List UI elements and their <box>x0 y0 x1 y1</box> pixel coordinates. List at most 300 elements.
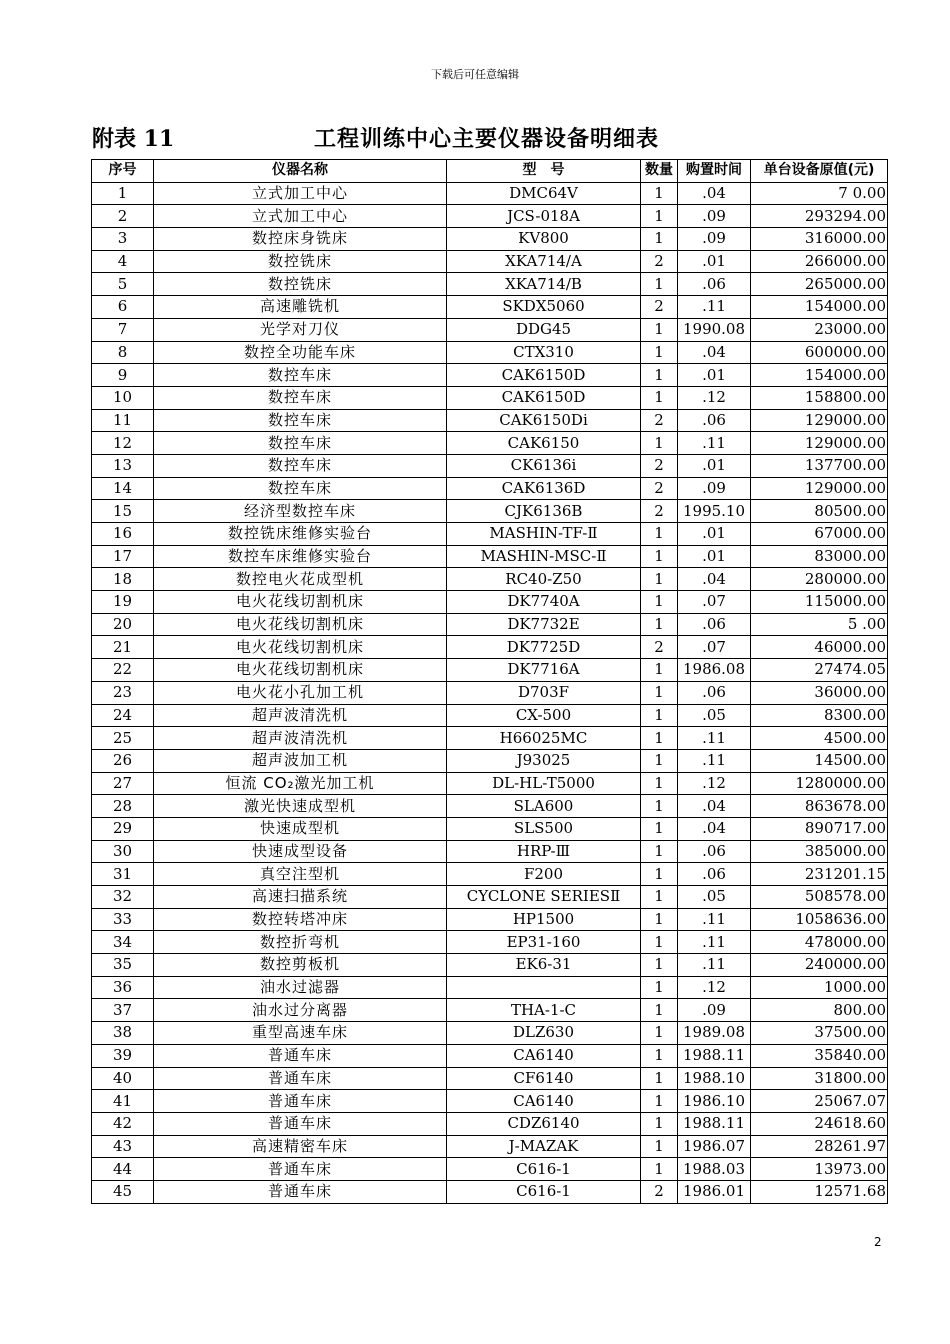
cell-unit-value: 1280000.00 <box>751 772 888 795</box>
cell-index: 44 <box>92 1158 154 1181</box>
cell-quantity: 1 <box>641 999 678 1022</box>
table-row <box>92 840 888 863</box>
cell-model: XKA714/A <box>447 250 641 273</box>
cell-index: 24 <box>92 704 154 727</box>
cell-quantity: 1 <box>641 273 678 296</box>
cell-name: 真空注型机 <box>154 863 447 886</box>
cell-index: 3 <box>92 228 154 251</box>
cell-purchase-date: .09 <box>678 477 751 500</box>
table-row <box>92 228 888 251</box>
table-row <box>92 1180 888 1203</box>
cell-unit-value: 478000.00 <box>751 931 888 954</box>
cell-purchase-date: .11 <box>678 931 751 954</box>
cell-index: 29 <box>92 817 154 840</box>
cell-unit-value: 25067.07 <box>751 1090 888 1113</box>
cell-name: 超声波清洗机 <box>154 727 447 750</box>
cell-index: 32 <box>92 886 154 909</box>
cell-purchase-date: 1990.08 <box>678 318 751 341</box>
cell-index: 18 <box>92 568 154 591</box>
cell-index: 2 <box>92 205 154 228</box>
cell-quantity: 2 <box>641 250 678 273</box>
cell-unit-value: 35840.00 <box>751 1044 888 1067</box>
cell-name: 普通车床 <box>154 1067 447 1090</box>
cell-name: 光学对刀仪 <box>154 318 447 341</box>
cell-quantity: 1 <box>641 568 678 591</box>
table-row <box>92 454 888 477</box>
cell-quantity: 1 <box>641 205 678 228</box>
table-row <box>92 523 888 546</box>
col-header-index: 序号 <box>92 160 154 183</box>
cell-unit-value: 890717.00 <box>751 817 888 840</box>
cell-unit-value: 316000.00 <box>751 228 888 251</box>
cell-index: 40 <box>92 1067 154 1090</box>
cell-unit-value: 7 0.00 <box>751 182 888 205</box>
cell-index: 33 <box>92 908 154 931</box>
table-body <box>92 182 888 1203</box>
col-header-name: 仪器名称 <box>154 160 447 183</box>
cell-purchase-date: .01 <box>678 250 751 273</box>
page-number: 2 <box>874 1235 882 1249</box>
cell-unit-value: 280000.00 <box>751 568 888 591</box>
cell-index: 41 <box>92 1090 154 1113</box>
cell-unit-value: 154000.00 <box>751 364 888 387</box>
cell-purchase-date: .04 <box>678 568 751 591</box>
cell-name: 恒流 CO₂激光加工机 <box>154 772 447 795</box>
cell-purchase-date: .12 <box>678 772 751 795</box>
cell-index: 1 <box>92 182 154 205</box>
cell-purchase-date: .07 <box>678 636 751 659</box>
table-row <box>92 659 888 682</box>
cell-index: 4 <box>92 250 154 273</box>
cell-model: HRP-Ⅲ <box>447 840 641 863</box>
cell-model: EP31-160 <box>447 931 641 954</box>
cell-unit-value: 240000.00 <box>751 954 888 977</box>
cell-unit-value: 154000.00 <box>751 296 888 319</box>
cell-purchase-date: .09 <box>678 999 751 1022</box>
document-title: 工程训练中心主要仪器设备明细表 <box>314 126 660 152</box>
cell-name: 数控全功能车床 <box>154 341 447 364</box>
cell-quantity: 1 <box>641 341 678 364</box>
table-row <box>92 364 888 387</box>
cell-name: 立式加工中心 <box>154 205 447 228</box>
cell-unit-value: 13973.00 <box>751 1158 888 1181</box>
cell-quantity: 1 <box>641 908 678 931</box>
cell-purchase-date: .11 <box>678 954 751 977</box>
table-row <box>92 636 888 659</box>
cell-name: 数控车床维修实验台 <box>154 545 447 568</box>
table-row <box>92 318 888 341</box>
table-row <box>92 908 888 931</box>
cell-index: 42 <box>92 1112 154 1135</box>
table-row <box>92 749 888 772</box>
table-row <box>92 795 888 818</box>
cell-purchase-date: 1986.10 <box>678 1090 751 1113</box>
cell-unit-value: 800.00 <box>751 999 888 1022</box>
cell-name: 普通车床 <box>154 1180 447 1203</box>
cell-unit-value: 80500.00 <box>751 500 888 523</box>
cell-unit-value: 600000.00 <box>751 341 888 364</box>
table-row <box>92 999 888 1022</box>
cell-name: 数控车床 <box>154 432 447 455</box>
cell-model: CAK6150Di <box>447 409 641 432</box>
cell-model: MASHIN-MSC-Ⅱ <box>447 545 641 568</box>
table-row <box>92 409 888 432</box>
cell-purchase-date: .11 <box>678 432 751 455</box>
cell-quantity: 1 <box>641 545 678 568</box>
cell-name: 数控折弯机 <box>154 931 447 954</box>
cell-index: 19 <box>92 591 154 614</box>
cell-name: 普通车床 <box>154 1112 447 1135</box>
cell-quantity: 1 <box>641 681 678 704</box>
cell-model: SLA600 <box>447 795 641 818</box>
cell-quantity: 1 <box>641 749 678 772</box>
cell-quantity: 1 <box>641 1067 678 1090</box>
cell-quantity: 1 <box>641 182 678 205</box>
cell-quantity: 1 <box>641 931 678 954</box>
cell-unit-value: 83000.00 <box>751 545 888 568</box>
cell-unit-value: 508578.00 <box>751 886 888 909</box>
cell-quantity: 1 <box>641 1022 678 1045</box>
cell-index: 26 <box>92 749 154 772</box>
cell-index: 13 <box>92 454 154 477</box>
cell-name: 高速扫描系统 <box>154 886 447 909</box>
cell-quantity: 1 <box>641 613 678 636</box>
cell-model: C616-1 <box>447 1180 641 1203</box>
table-row <box>92 1067 888 1090</box>
cell-quantity: 1 <box>641 659 678 682</box>
cell-index: 38 <box>92 1022 154 1045</box>
cell-name: 数控铣床 <box>154 250 447 273</box>
cell-index: 21 <box>92 636 154 659</box>
col-header-purchase-date: 购置时间 <box>678 160 751 183</box>
cell-name: 数控剪板机 <box>154 954 447 977</box>
cell-name: 普通车床 <box>154 1090 447 1113</box>
cell-model <box>447 976 641 999</box>
table-row <box>92 1022 888 1045</box>
table-row <box>92 931 888 954</box>
cell-model: CJK6136B <box>447 500 641 523</box>
cell-purchase-date: 1986.07 <box>678 1135 751 1158</box>
cell-name: 普通车床 <box>154 1158 447 1181</box>
cell-purchase-date: .12 <box>678 976 751 999</box>
cell-index: 34 <box>92 931 154 954</box>
cell-quantity: 1 <box>641 386 678 409</box>
title-row <box>92 122 872 152</box>
cell-name: 超声波清洗机 <box>154 704 447 727</box>
cell-unit-value: 115000.00 <box>751 591 888 614</box>
cell-model: CYCLONE SERIESⅡ <box>447 886 641 909</box>
cell-name: 立式加工中心 <box>154 182 447 205</box>
cell-index: 35 <box>92 954 154 977</box>
cell-model: EK6-31 <box>447 954 641 977</box>
equipment-table <box>91 159 888 1204</box>
table-header-row <box>92 160 888 183</box>
cell-purchase-date: 1988.10 <box>678 1067 751 1090</box>
cell-purchase-date: 1986.08 <box>678 659 751 682</box>
cell-purchase-date: .07 <box>678 591 751 614</box>
cell-model: H66025MC <box>447 727 641 750</box>
cell-model: F200 <box>447 863 641 886</box>
cell-quantity: 1 <box>641 318 678 341</box>
cell-index: 12 <box>92 432 154 455</box>
cell-unit-value: 28261.97 <box>751 1135 888 1158</box>
cell-model: CA6140 <box>447 1090 641 1113</box>
cell-index: 10 <box>92 386 154 409</box>
cell-model: J-MAZAK <box>447 1135 641 1158</box>
cell-model: J93025 <box>447 749 641 772</box>
table-row <box>92 727 888 750</box>
cell-purchase-date: 1986.01 <box>678 1180 751 1203</box>
cell-purchase-date: 1988.11 <box>678 1044 751 1067</box>
cell-unit-value: 23000.00 <box>751 318 888 341</box>
cell-unit-value: 27474.05 <box>751 659 888 682</box>
table-row <box>92 976 888 999</box>
cell-unit-value: 12571.68 <box>751 1180 888 1203</box>
cell-model: SLS500 <box>447 817 641 840</box>
cell-purchase-date: .01 <box>678 364 751 387</box>
table-row <box>92 817 888 840</box>
cell-quantity: 1 <box>641 817 678 840</box>
cell-index: 9 <box>92 364 154 387</box>
cell-name: 高速雕铣机 <box>154 296 447 319</box>
cell-unit-value: 31800.00 <box>751 1067 888 1090</box>
cell-index: 43 <box>92 1135 154 1158</box>
cell-model: JCS-018A <box>447 205 641 228</box>
cell-unit-value: 137700.00 <box>751 454 888 477</box>
cell-model: DLZ630 <box>447 1022 641 1045</box>
cell-name: 电火花小孔加工机 <box>154 681 447 704</box>
table-row <box>92 772 888 795</box>
cell-unit-value: 67000.00 <box>751 523 888 546</box>
cell-quantity: 1 <box>641 1158 678 1181</box>
cell-purchase-date: .04 <box>678 341 751 364</box>
table-row <box>92 500 888 523</box>
cell-name: 数控床身铣床 <box>154 228 447 251</box>
cell-name: 激光快速成型机 <box>154 795 447 818</box>
cell-purchase-date: .11 <box>678 296 751 319</box>
cell-quantity: 1 <box>641 1044 678 1067</box>
table-row <box>92 296 888 319</box>
cell-purchase-date: .01 <box>678 545 751 568</box>
cell-quantity: 1 <box>641 772 678 795</box>
cell-purchase-date: .05 <box>678 704 751 727</box>
cell-unit-value: 129000.00 <box>751 477 888 500</box>
cell-quantity: 1 <box>641 364 678 387</box>
cell-model: D703F <box>447 681 641 704</box>
cell-model: THA-1-C <box>447 999 641 1022</box>
cell-index: 22 <box>92 659 154 682</box>
cell-quantity: 2 <box>641 454 678 477</box>
cell-index: 31 <box>92 863 154 886</box>
table-row <box>92 545 888 568</box>
table-row <box>92 886 888 909</box>
table-row <box>92 182 888 205</box>
cell-name: 经济型数控车床 <box>154 500 447 523</box>
cell-name: 数控电火花成型机 <box>154 568 447 591</box>
cell-quantity: 1 <box>641 432 678 455</box>
cell-name: 数控铣床维修实验台 <box>154 523 447 546</box>
cell-model: DK7716A <box>447 659 641 682</box>
cell-index: 11 <box>92 409 154 432</box>
cell-model: KV800 <box>447 228 641 251</box>
table-row <box>92 1112 888 1135</box>
cell-purchase-date: .12 <box>678 386 751 409</box>
cell-quantity: 1 <box>641 704 678 727</box>
table-row <box>92 863 888 886</box>
cell-model: DK7740A <box>447 591 641 614</box>
cell-unit-value: 37500.00 <box>751 1022 888 1045</box>
cell-purchase-date: .04 <box>678 795 751 818</box>
cell-name: 重型高速车床 <box>154 1022 447 1045</box>
cell-unit-value: 1058636.00 <box>751 908 888 931</box>
col-header-quantity: 数量 <box>641 160 678 183</box>
cell-unit-value: 158800.00 <box>751 386 888 409</box>
cell-unit-value: 129000.00 <box>751 432 888 455</box>
cell-purchase-date: 1988.03 <box>678 1158 751 1181</box>
cell-model: CAK6150 <box>447 432 641 455</box>
cell-name: 普通车床 <box>154 1044 447 1067</box>
cell-name: 高速精密车床 <box>154 1135 447 1158</box>
cell-index: 7 <box>92 318 154 341</box>
cell-model: CTX310 <box>447 341 641 364</box>
cell-name: 数控车床 <box>154 386 447 409</box>
cell-name: 电火花线切割机床 <box>154 636 447 659</box>
cell-unit-value: 5 .00 <box>751 613 888 636</box>
cell-quantity: 1 <box>641 976 678 999</box>
cell-model: C616-1 <box>447 1158 641 1181</box>
cell-quantity: 2 <box>641 409 678 432</box>
cell-model: DK7732E <box>447 613 641 636</box>
cell-quantity: 1 <box>641 228 678 251</box>
cell-name: 电火花线切割机床 <box>154 613 447 636</box>
table-row <box>92 341 888 364</box>
cell-model: HP1500 <box>447 908 641 931</box>
cell-name: 超声波加工机 <box>154 749 447 772</box>
table-row <box>92 954 888 977</box>
cell-unit-value: 8300.00 <box>751 704 888 727</box>
cell-quantity: 1 <box>641 1135 678 1158</box>
cell-index: 16 <box>92 523 154 546</box>
cell-quantity: 1 <box>641 523 678 546</box>
header-note: 下载后可任意编辑 <box>431 68 519 81</box>
table-row <box>92 1090 888 1113</box>
cell-index: 28 <box>92 795 154 818</box>
cell-purchase-date: .06 <box>678 840 751 863</box>
cell-name: 快速成型设备 <box>154 840 447 863</box>
cell-name: 电火花线切割机床 <box>154 591 447 614</box>
appendix-label: 附表 11 <box>92 126 175 152</box>
cell-index: 14 <box>92 477 154 500</box>
cell-quantity: 1 <box>641 954 678 977</box>
cell-quantity: 1 <box>641 1112 678 1135</box>
cell-quantity: 1 <box>641 591 678 614</box>
cell-model: XKA714/B <box>447 273 641 296</box>
cell-unit-value: 46000.00 <box>751 636 888 659</box>
cell-purchase-date: .06 <box>678 613 751 636</box>
cell-name: 快速成型机 <box>154 817 447 840</box>
cell-index: 20 <box>92 613 154 636</box>
cell-name: 数控车床 <box>154 477 447 500</box>
cell-unit-value: 385000.00 <box>751 840 888 863</box>
cell-quantity: 1 <box>641 1090 678 1113</box>
cell-model: CA6140 <box>447 1044 641 1067</box>
cell-purchase-date: .09 <box>678 205 751 228</box>
cell-name: 数控转塔冲床 <box>154 908 447 931</box>
cell-purchase-date: .04 <box>678 817 751 840</box>
table-row <box>92 477 888 500</box>
cell-purchase-date: .04 <box>678 182 751 205</box>
col-header-unit-value: 单台设备原值(元) <box>751 160 888 183</box>
cell-purchase-date: .06 <box>678 409 751 432</box>
cell-model: CDZ6140 <box>447 1112 641 1135</box>
cell-unit-value: 14500.00 <box>751 749 888 772</box>
cell-quantity: 1 <box>641 886 678 909</box>
cell-unit-value: 265000.00 <box>751 273 888 296</box>
cell-unit-value: 293294.00 <box>751 205 888 228</box>
cell-model: CF6140 <box>447 1067 641 1090</box>
cell-model: DMC64V <box>447 182 641 205</box>
cell-quantity: 2 <box>641 1180 678 1203</box>
cell-name: 数控车床 <box>154 364 447 387</box>
table-row <box>92 1044 888 1067</box>
cell-unit-value: 24618.60 <box>751 1112 888 1135</box>
cell-quantity: 2 <box>641 296 678 319</box>
cell-purchase-date: 1995.10 <box>678 500 751 523</box>
cell-index: 37 <box>92 999 154 1022</box>
cell-purchase-date: .06 <box>678 681 751 704</box>
cell-unit-value: 231201.15 <box>751 863 888 886</box>
cell-quantity: 2 <box>641 500 678 523</box>
table-row <box>92 1135 888 1158</box>
cell-purchase-date: .05 <box>678 886 751 909</box>
cell-quantity: 2 <box>641 477 678 500</box>
cell-index: 8 <box>92 341 154 364</box>
cell-unit-value: 863678.00 <box>751 795 888 818</box>
cell-quantity: 1 <box>641 727 678 750</box>
cell-index: 30 <box>92 840 154 863</box>
table-row <box>92 704 888 727</box>
cell-purchase-date: .09 <box>678 228 751 251</box>
cell-model: CAK6150D <box>447 364 641 387</box>
cell-purchase-date: .11 <box>678 727 751 750</box>
cell-name: 电火花线切割机床 <box>154 659 447 682</box>
table-row <box>92 1158 888 1181</box>
cell-model: RC40-Z50 <box>447 568 641 591</box>
table-row <box>92 273 888 296</box>
cell-model: CK6136i <box>447 454 641 477</box>
cell-name: 数控车床 <box>154 454 447 477</box>
table-row <box>92 681 888 704</box>
table-row <box>92 568 888 591</box>
cell-purchase-date: .06 <box>678 273 751 296</box>
cell-name: 数控车床 <box>154 409 447 432</box>
cell-quantity: 1 <box>641 840 678 863</box>
cell-purchase-date: 1989.08 <box>678 1022 751 1045</box>
cell-model: DK7725D <box>447 636 641 659</box>
cell-index: 27 <box>92 772 154 795</box>
cell-unit-value: 1000.00 <box>751 976 888 999</box>
cell-model: CAK6136D <box>447 477 641 500</box>
table-row <box>92 432 888 455</box>
cell-unit-value: 266000.00 <box>751 250 888 273</box>
cell-index: 39 <box>92 1044 154 1067</box>
cell-name: 油水过滤器 <box>154 976 447 999</box>
cell-name: 油水过分离器 <box>154 999 447 1022</box>
col-header-model: 型 号 <box>447 160 641 183</box>
table-row <box>92 205 888 228</box>
cell-model: DDG45 <box>447 318 641 341</box>
cell-unit-value: 4500.00 <box>751 727 888 750</box>
